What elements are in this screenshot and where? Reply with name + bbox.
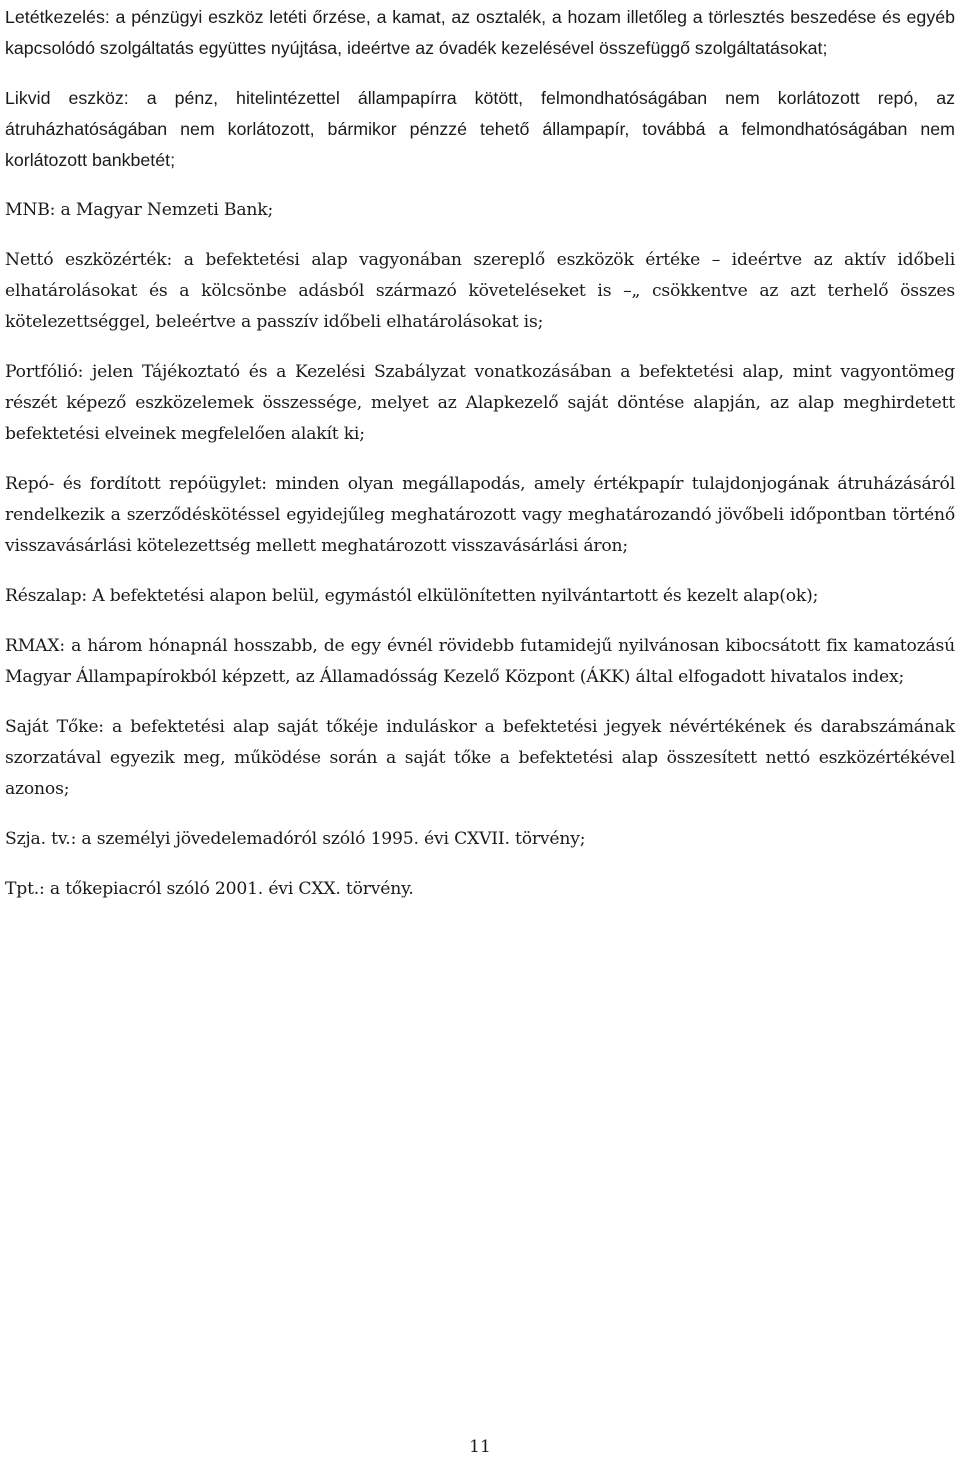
page-number: 11 (469, 1437, 491, 1457)
definition-portfolio: Portfólió: jelen Tájékoztató és a Kezelési Szabályzat vonatkozásában a befektetési alap, mint vagyontömeg részét képező eszközelemek összessége, melyet az Alapkezelő saját döntése alapján, az alap meghirdetett befektetési elveinek megfelelően alakít ki; (5, 362, 955, 444)
definition-netto-eszkozertek: Nettó eszközérték: a befektetési alap vagyonában szereplő eszközök értéke – ideértve az aktív időbeli elhatárolásokat és a kölcsönbe adásból származó követeléseket is –„ csökkentve az azt terhelő összes kötelezettséggel, beleértve a passzív időbeli elhatárolásokat is; (5, 250, 955, 332)
definition-rmax: RMAX: a három hónapnál hosszabb, de egy évnél rövidebb futamidejű nyilvánosan kibocsátott fix kamatozású Magyar Állampapírokból képzett, az Államadósság Kezelő Központ (ÁKK) által elfogadott hivatalos index; (5, 636, 955, 687)
document-body (5, 2, 955, 924)
definition-sajat-toke: Saját Tőke: a befektetési alap saját tőkéje induláskor a befektetési jegyek névértékének és darabszámának szorzatával egyezik meg, működése során a saját tőke a befektetési alap összesített nettó eszközértékével azonos; (5, 717, 955, 799)
definition-szja-tv: Szja. tv.: a személyi jövedelemadóról szóló 1995. évi CXVII. törvény; (5, 829, 586, 849)
definition-likvid-eszkoz: Likvid eszköz: a pénz, hitelintézettel állampapírra kötött, felmondhatóságában nem korlátozott repó, az átruházhatóságában nem korlátozott, bármikor pénzzé tehető állampapír, továbbá a felmondhatóságában nem korlátozott bankbetét; (5, 88, 955, 170)
definition-tpt: Tpt.: a tőkepiacról szóló 2001. évi CXX. törvény. (5, 879, 414, 899)
definition-mnb: MNB: a Magyar Nemzeti Bank; (5, 200, 274, 220)
definition-letetkezeles: Letétkezelés: a pénzügyi eszköz letéti őrzése, a kamat, az osztalék, a hozam illetőleg a törlesztés beszedése és egyéb kapcsolódó szolgáltatás együttes nyújtása, ideértve az óvadék kezelésével összefüggő szolgáltatásokat; (5, 7, 955, 58)
definition-repougylet: Repó- és fordított repóügylet: minden olyan megállapodás, amely értékpapír tulajdonjogának átruházásáról rendelkezik a szerződéskötéssel egyidejűleg meghatározott vagy meghatározandó jövőbeli időpontban történő visszavásárlási kötelezettség mellett meghatározott visszavásárlási áron; (5, 474, 955, 556)
definition-reszalap: Részalap: A befektetési alapon belül, egymástól elkülönítetten nyilvántartott és kezelt alap(ok); (5, 586, 819, 606)
